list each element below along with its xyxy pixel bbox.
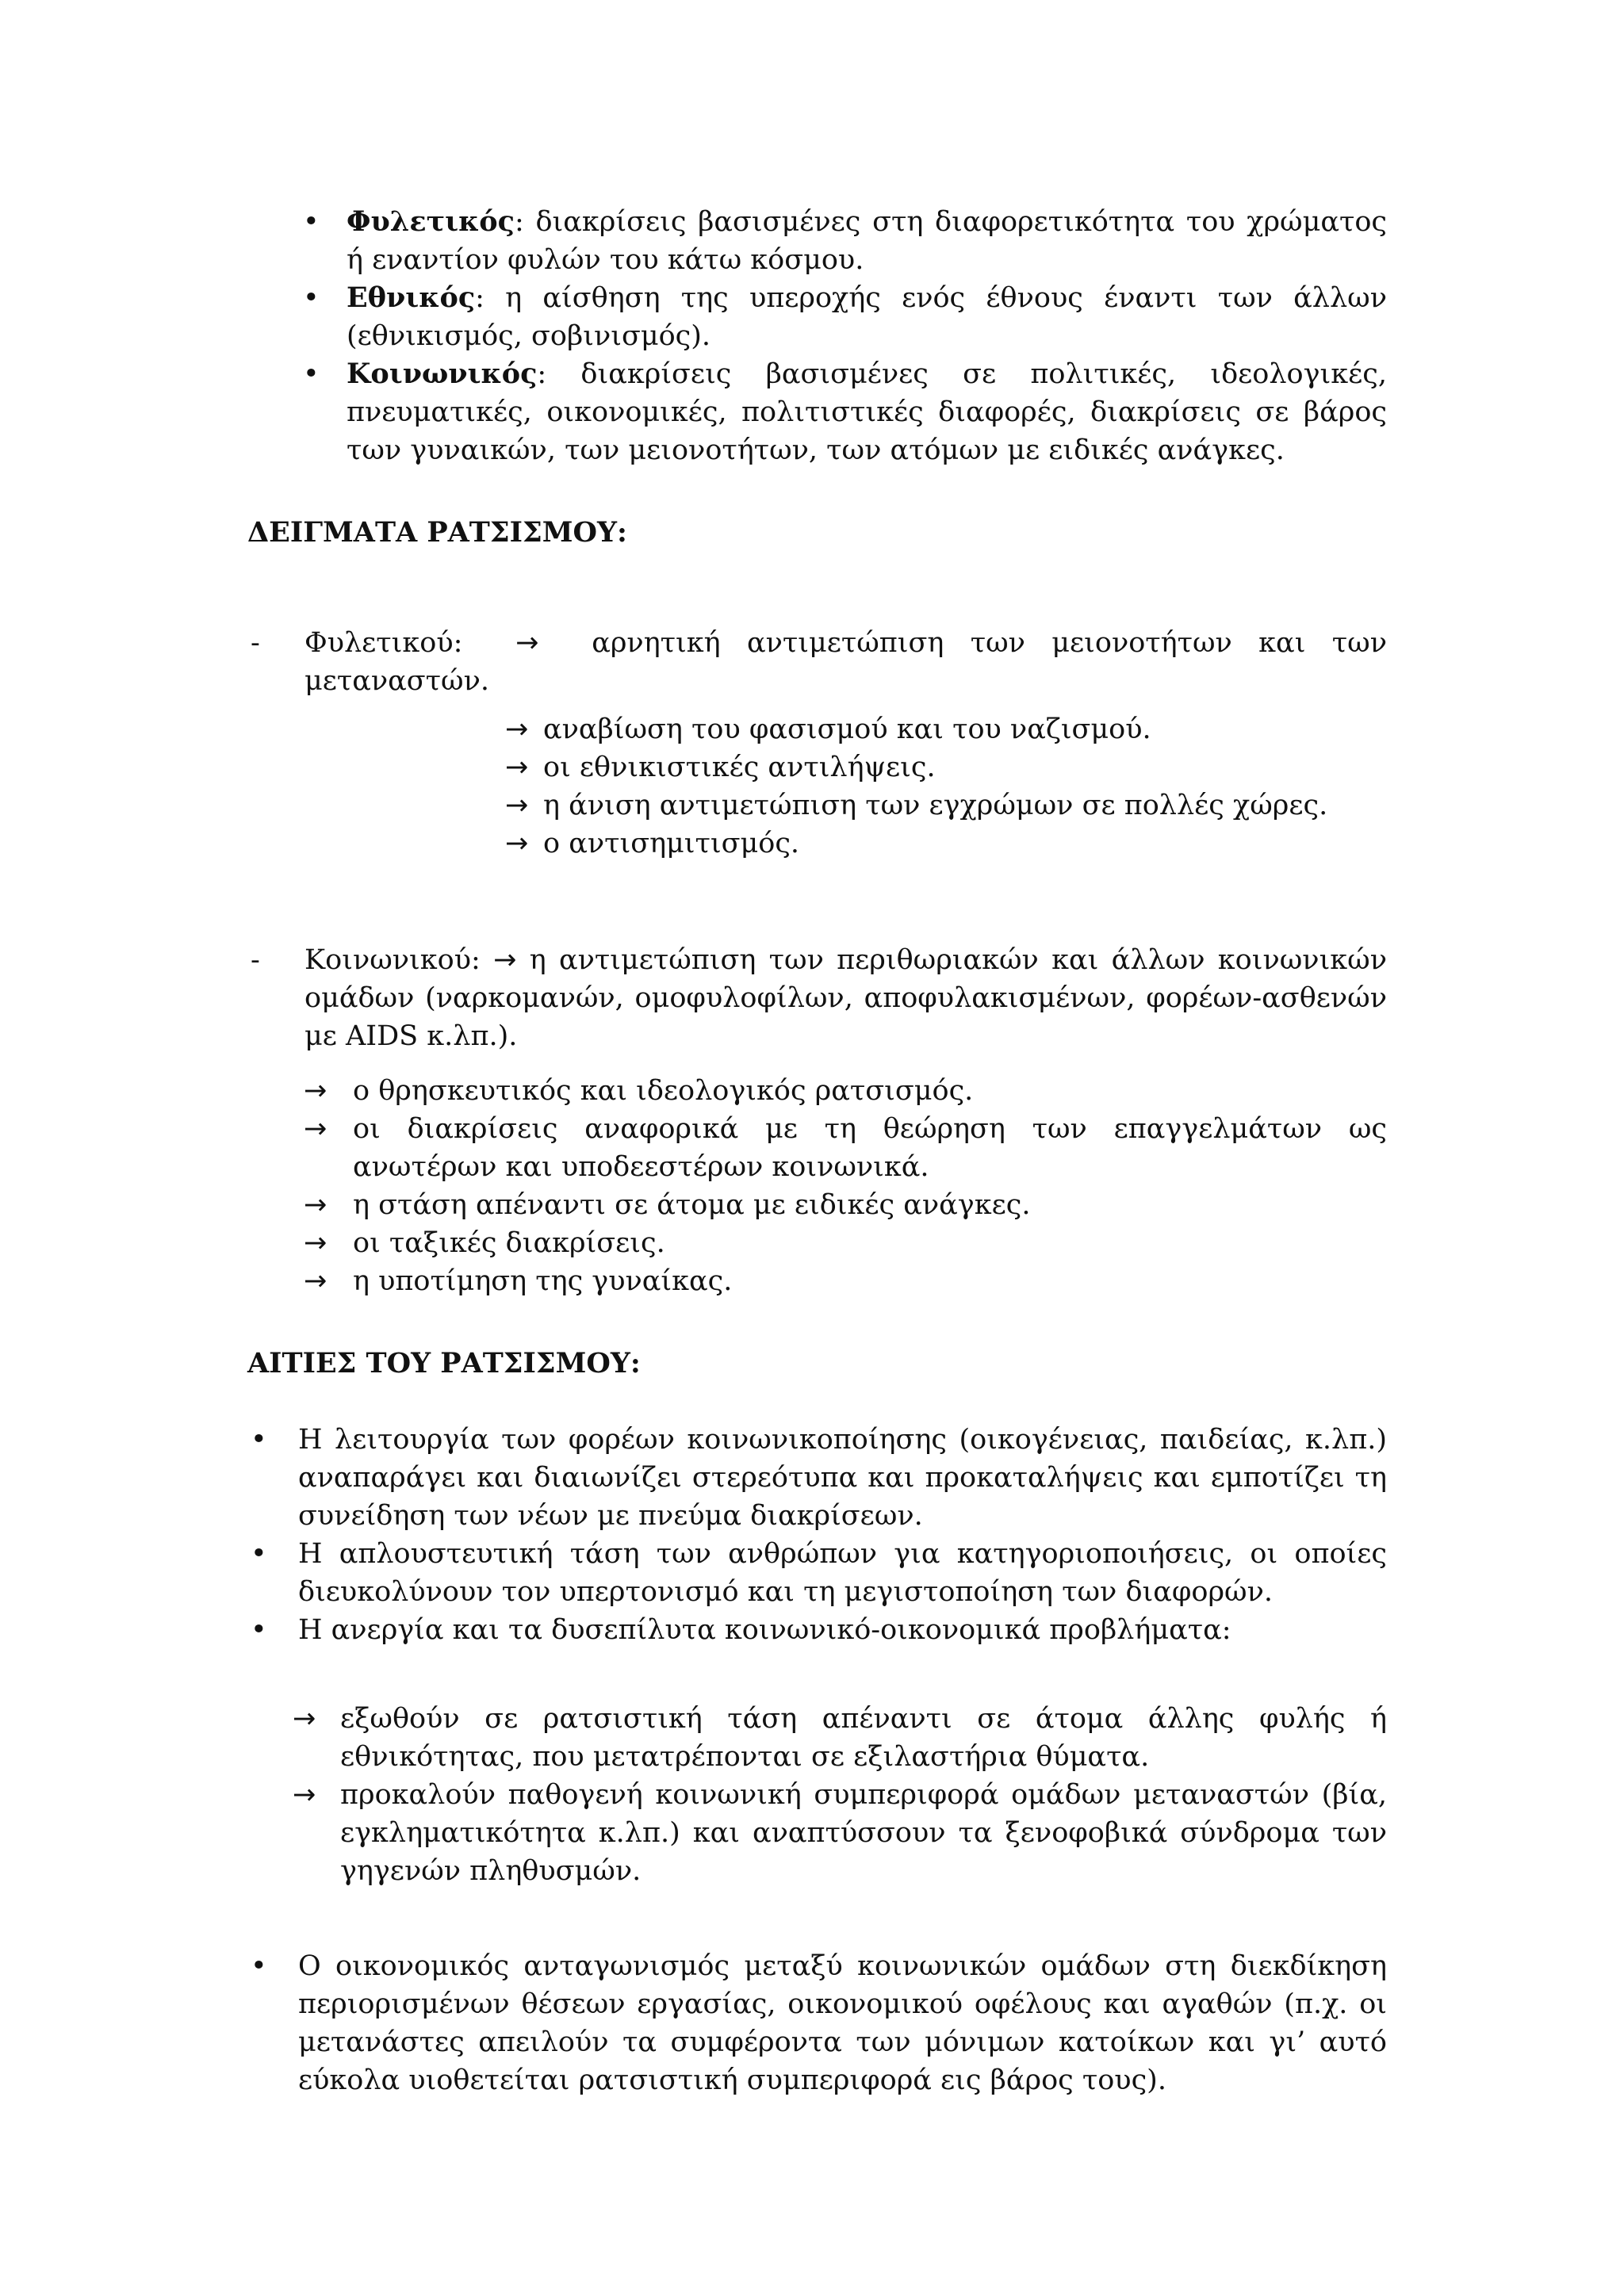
- type-national: [303, 279, 1387, 355]
- list-item-text: ο θρησκευτικός και ιδεολογικός ρατσισμός.: [353, 1075, 974, 1107]
- causes-last-list: [251, 1947, 1387, 2099]
- bullet-icon: •: [251, 1950, 267, 1982]
- causes-list: [251, 1421, 1387, 1649]
- list-item: [293, 1700, 1387, 1776]
- bullet-icon: •: [303, 282, 320, 314]
- social-first: η αντιμετώπιση των περιθωριακών και άλλων κοινωνικών ομάδων (ναρκομανών, ομοφυλοφίλων, αποφυλακισμένων, φορέων-ασθενών με AIDS κ.λπ.).: [304, 944, 1387, 1052]
- list-item-text: Η λειτουργία των φορέων κοινωνικοποίησης (οικογένειας, παιδείας, κ.λπ.) αναπαράγει και διαιωνίζει στερεότυπα και προκαταλήψεις και εμποτίζει τη συνείδηση των νέων με πνεύμα διακρίσεων.: [298, 1424, 1387, 1532]
- causes-heading: ΑΙΤΙΕΣ ΤΟΥ ΡΑΤΣΙΣΜΟΥ:: [247, 1347, 641, 1380]
- list-item: [251, 1535, 1387, 1611]
- examples-heading: ΔΕΙΓΜΑΤΑ ΡΑΤΣΙΣΜΟΥ:: [247, 516, 627, 549]
- bullet-icon: •: [251, 1538, 267, 1570]
- bullet-icon: •: [303, 206, 320, 238]
- racial-more-list: [505, 710, 1387, 863]
- list-item: [505, 710, 1387, 748]
- list-item-text: Ο οικονομικός ανταγωνισμός μεταξύ κοινωνικών ομάδων στη διεκδίκηση περιορισμένων θέσεων εργασίας, οικονομικού οφέλους και αγαθών (π.χ. οι μετανάστες απειλούν τα συμφέροντα των μόνιμων κατοίκων και γι’ αυτό εύκολα υιοθετείται ρατσιστική συμπεριφορά εις βάρος τους).: [298, 1950, 1387, 2096]
- list-item-text: προκαλούν παθογενή κοινωνική συμπεριφορά ομάδων μεταναστών (βία, εγκληματικότητα κ.λπ.) και αναπτύσσουν τα ξενοφοβικά σύνδρομα των γηγενών πληθυσμών.: [340, 1779, 1387, 1887]
- list-item-text: η στάση απέναντι σε άτομα με ειδικές ανάγκες.: [353, 1189, 1031, 1221]
- arrow-icon: →: [304, 1227, 327, 1259]
- bullet-icon: •: [303, 358, 320, 390]
- list-item: [304, 1262, 1387, 1300]
- arrow-icon: →: [515, 627, 539, 659]
- list-item: [304, 1186, 1387, 1224]
- arrow-icon: →: [304, 1075, 327, 1107]
- list-item-text: Η ανεργία και τα δυσεπίλυτα κοινωνικό-οικονομικά προβλήματα:: [298, 1614, 1231, 1646]
- social-label: Κοινωνικού:: [304, 944, 481, 976]
- type-term: Εθνικός: [347, 281, 476, 314]
- list-item-text: αναβίωση του φασισμού και του ναζισμού.: [543, 714, 1151, 745]
- type-term: Κοινωνικός: [347, 358, 538, 390]
- racial-label: Φυλετικού:: [304, 627, 463, 659]
- list-item: [251, 1421, 1387, 1535]
- bullet-icon: •: [251, 1424, 267, 1456]
- racial-examples: [251, 624, 1387, 700]
- arrow-icon: →: [505, 714, 529, 745]
- list-item: [251, 1611, 1387, 1649]
- list-item-text: εξωθούν σε ρατσιστική τάση απέναντι σε άτομα άλλης φυλής ή εθνικότητας, που μετατρέπονται σε εξιλαστήρια θύματα.: [340, 1703, 1387, 1773]
- list-item: [304, 1224, 1387, 1262]
- arrow-icon: →: [493, 944, 517, 976]
- racism-types-list: [303, 203, 1387, 469]
- list-item-text: οι διακρίσεις αναφορικά με τη θεώρηση των επαγγελμάτων ως ανωτέρων και υποδεεστέρων κοινωνικά.: [353, 1113, 1387, 1183]
- list-item-text: οι εθνικιστικές αντιλήψεις.: [543, 752, 936, 783]
- type-racial: [303, 203, 1387, 279]
- racial-first: αρνητική αντιμετώπιση των μειονοτήτων και των μεταναστών.: [304, 627, 1387, 697]
- dash-marker: -: [251, 627, 260, 659]
- arrow-icon: →: [505, 828, 529, 859]
- list-item-text: Η απλουστευτική τάση των ανθρώπων για κατηγοριοποιήσεις, οι οποίες διευκολύνουν τον υπερτονισμό και τη μεγιστοποίηση των διαφορών.: [298, 1538, 1387, 1608]
- type-text: : η αίσθηση της υπεροχής ενός έθνους έναντι των άλλων (εθνικισμός, σοβινισμός).: [347, 282, 1387, 352]
- type-social: [303, 355, 1387, 469]
- arrow-icon: →: [304, 1189, 327, 1221]
- list-item: [505, 825, 1387, 863]
- list-item: [304, 1110, 1387, 1186]
- list-item: [505, 748, 1387, 786]
- arrow-icon: →: [304, 1265, 327, 1297]
- arrow-icon: →: [304, 1113, 327, 1145]
- list-item-text: η άνιση αντιμετώπιση των εγχρώμων σε πολλές χώρες.: [543, 790, 1328, 821]
- bullet-icon: •: [251, 1614, 267, 1646]
- social-more-list: [304, 1072, 1387, 1300]
- social-examples: [251, 941, 1387, 1055]
- list-item-text: ο αντισημιτισμός.: [543, 828, 800, 859]
- list-item-text: οι ταξικές διακρίσεις.: [353, 1227, 665, 1259]
- list-item: [251, 1947, 1387, 2099]
- arrow-icon: →: [505, 752, 529, 783]
- list-item: [293, 1776, 1387, 1890]
- list-item-text: η υποτίμηση της γυναίκας.: [353, 1265, 733, 1297]
- type-text: : διακρίσεις βασισμένες σε πολιτικές, ιδεολογικές, πνευματικές, οικονομικές, πολιτιστικές διαφορές, διακρίσεις σε βάρος των γυναικών, των μειονοτήτων, των ατόμων με ειδικές ανάγκες.: [347, 358, 1387, 466]
- arrow-icon: →: [293, 1703, 316, 1735]
- arrow-icon: →: [505, 790, 529, 821]
- list-item: [505, 786, 1387, 825]
- list-item: [304, 1072, 1387, 1110]
- type-text: : διακρίσεις βασισμένες στη διαφορετικότητα του χρώματος ή εναντίον φυλών του κάτω κόσμου.: [347, 206, 1387, 276]
- type-term: Φυλετικός: [347, 205, 515, 238]
- arrow-icon: →: [293, 1779, 316, 1811]
- causes-sub-list: [293, 1700, 1387, 1890]
- dash-marker: -: [251, 944, 260, 976]
